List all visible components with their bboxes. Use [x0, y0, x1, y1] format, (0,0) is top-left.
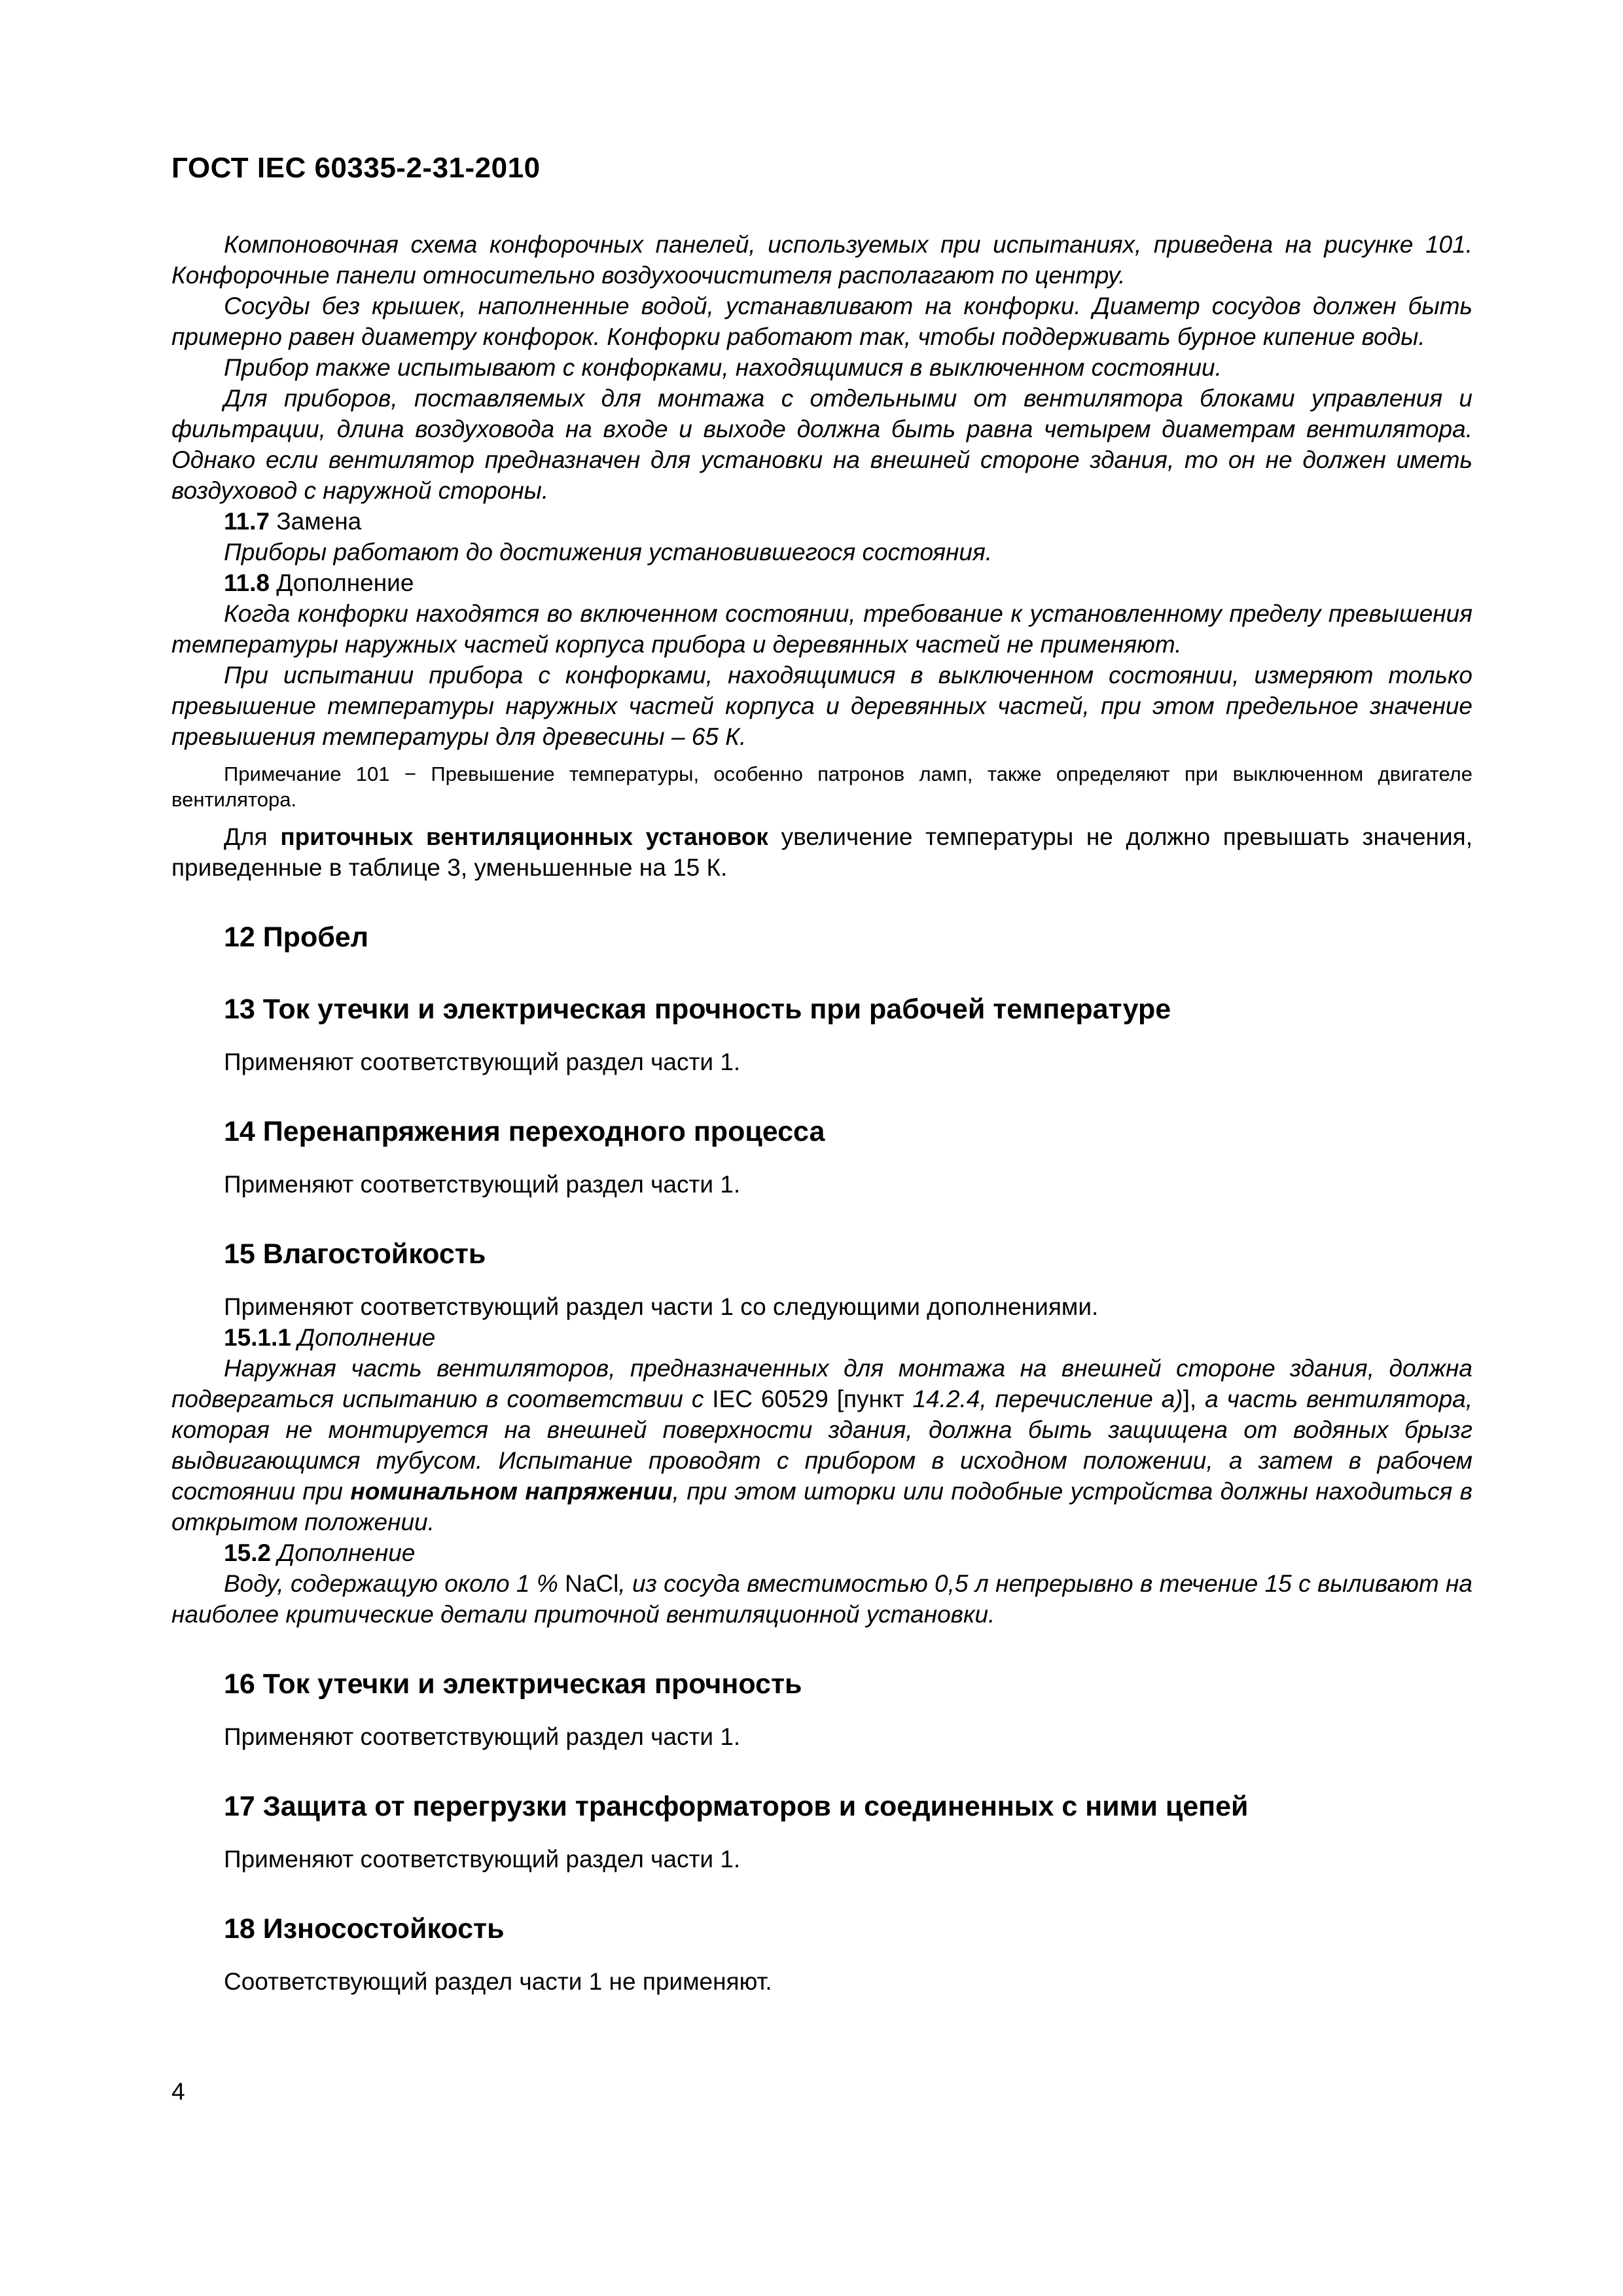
text-run: Воду, содержащую около 1 %	[224, 1570, 565, 1597]
text-run-bold: номинальном напряжении	[350, 1478, 673, 1505]
text-run: увеличение температуры не должно превышать значения, приведенные в таблице 3, уменьшенные на 15 К.	[171, 823, 1472, 881]
clause-label: Дополнение	[269, 569, 414, 596]
section-heading-14: 14 Перенапряжения переходного процесса	[224, 1116, 825, 1147]
paragraph: При испытании прибора с конфорками, находящимися в выключенном состоянии, измеряют только превышение температуры наружных частей корпуса и деревянных частей, при этом предельное значение превышения температуры для древесины – 65 К.	[171, 662, 1472, 750]
page-number: 4	[171, 2078, 185, 2105]
clause-heading-15-1-1	[171, 1322, 1472, 1353]
paragraph: Применяют соответствующий раздел части 1.	[224, 1723, 741, 1750]
clause-heading-11-7	[171, 506, 1472, 537]
text-run: Для	[224, 823, 281, 850]
text-run-chemical: NaCl	[565, 1570, 619, 1597]
section-heading-12: 12 Пробел	[224, 922, 369, 953]
paragraph-supply-units	[171, 821, 1472, 883]
paragraph-15-2	[171, 1568, 1472, 1630]
paragraph: Приборы работают до достижения установившегося состояния.	[224, 539, 993, 565]
paragraph: Для приборов, поставляемых для монтажа с отдельными от вентилятора блоками управления и фильтрации, длина воздуховода на входе и выходе должна быть равна четырем диаметрам вентилятора. Однако если вентилятор предназначен для установки на внешней стороне здания, то он не должен иметь воздуховод с наружной стороны.	[171, 385, 1472, 504]
paragraph: Компоновочная схема конфорочных панелей, используемых при испытаниях, приведена на рисунке 101. Конфорочные панели относительно воздухоочистителя располагают по центру.	[171, 231, 1472, 289]
text-run-bold: приточных вентиляционных установок	[280, 823, 768, 850]
clause-heading-11-8	[171, 567, 1472, 598]
paragraph: Сосуды без крышек, наполненные водой, устанавливают на конфорки. Диаметр сосудов должен быть примерно равен диаметру конфорок. Конфорки работают так, чтобы поддерживать бурное кипение воды.	[171, 293, 1472, 350]
section-heading-15: 15 Влагостойкость	[224, 1238, 486, 1270]
clause-label: Замена	[269, 508, 362, 535]
clause-number: 11.7	[224, 508, 270, 535]
clause-label: Дополнение	[271, 1539, 416, 1566]
paragraph: Когда конфорки находятся во включенном состоянии, требование к установленному пределу превышения температуры наружных частей корпуса прибора и деревянных частей не применяют.	[171, 600, 1472, 658]
paragraph: Применяют соответствующий раздел части 1.	[224, 1171, 741, 1198]
section-heading-16: 16 Ток утечки и электрическая прочность	[224, 1668, 802, 1700]
document-code-header: ГОСТ IEC 60335-2-31-2010	[171, 152, 541, 184]
text-run-reference: IEC 60529 [пункт	[712, 1386, 913, 1412]
text-run: Наружная часть вентиляторов, предназначенных для монтажа на внешней стороне здания, должна подвергаться испытанию в соответствии с	[171, 1355, 1472, 1412]
text-run: 14.2.4, перечисление а)	[912, 1386, 1183, 1412]
clause-heading-15-2	[171, 1537, 1472, 1568]
text-run: а часть вентилятора, которая не монтируется на внешней поверхности здания, должна быть защищена от водяных брызг выдвигающимся тубусом. Испытание проводят с прибором в исходном положении, а затем в рабочем состоянии при	[171, 1386, 1472, 1505]
text-run: ],	[1183, 1386, 1205, 1412]
clause-number: 15.1.1	[224, 1324, 291, 1351]
clause-number: 11.8	[224, 569, 270, 596]
paragraph: Прибор также испытывают с конфорками, находящимися в выключенном состоянии.	[224, 354, 1222, 381]
document-body	[171, 229, 1472, 1997]
paragraph: Применяют соответствующий раздел части 1.	[224, 1846, 741, 1873]
clause-label: Дополнение	[291, 1324, 436, 1351]
note-101: Примечание 101 − Превышение температуры, особенно патронов ламп, также определяют при выключенном двигателе вентилятора.	[171, 762, 1472, 811]
text-run: , при этом шторки или подобные устройства должны находиться в открытом положении.	[171, 1478, 1472, 1535]
text-run: , из сосуда вместимостью 0,5 л непрерывно в течение 15 с выливают на наиболее критические детали приточной вентиляционной установки.	[171, 1570, 1472, 1628]
section-heading-13: 13 Ток утечки и электрическая прочность при рабочей температуре	[224, 994, 1171, 1025]
paragraph: Применяют соответствующий раздел части 1.	[224, 1049, 741, 1075]
section-heading-17: 17 Защита от перегрузки трансформаторов и соединенных с ними цепей	[224, 1791, 1249, 1822]
clause-number: 15.2	[224, 1539, 272, 1566]
paragraph: Применяют соответствующий раздел части 1 со следующими дополнениями.	[224, 1293, 1099, 1320]
paragraph-15-1-1	[171, 1353, 1472, 1537]
paragraph: Соответствующий раздел части 1 не применяют.	[224, 1968, 772, 1995]
section-heading-18: 18 Износостойкость	[224, 1913, 505, 1945]
